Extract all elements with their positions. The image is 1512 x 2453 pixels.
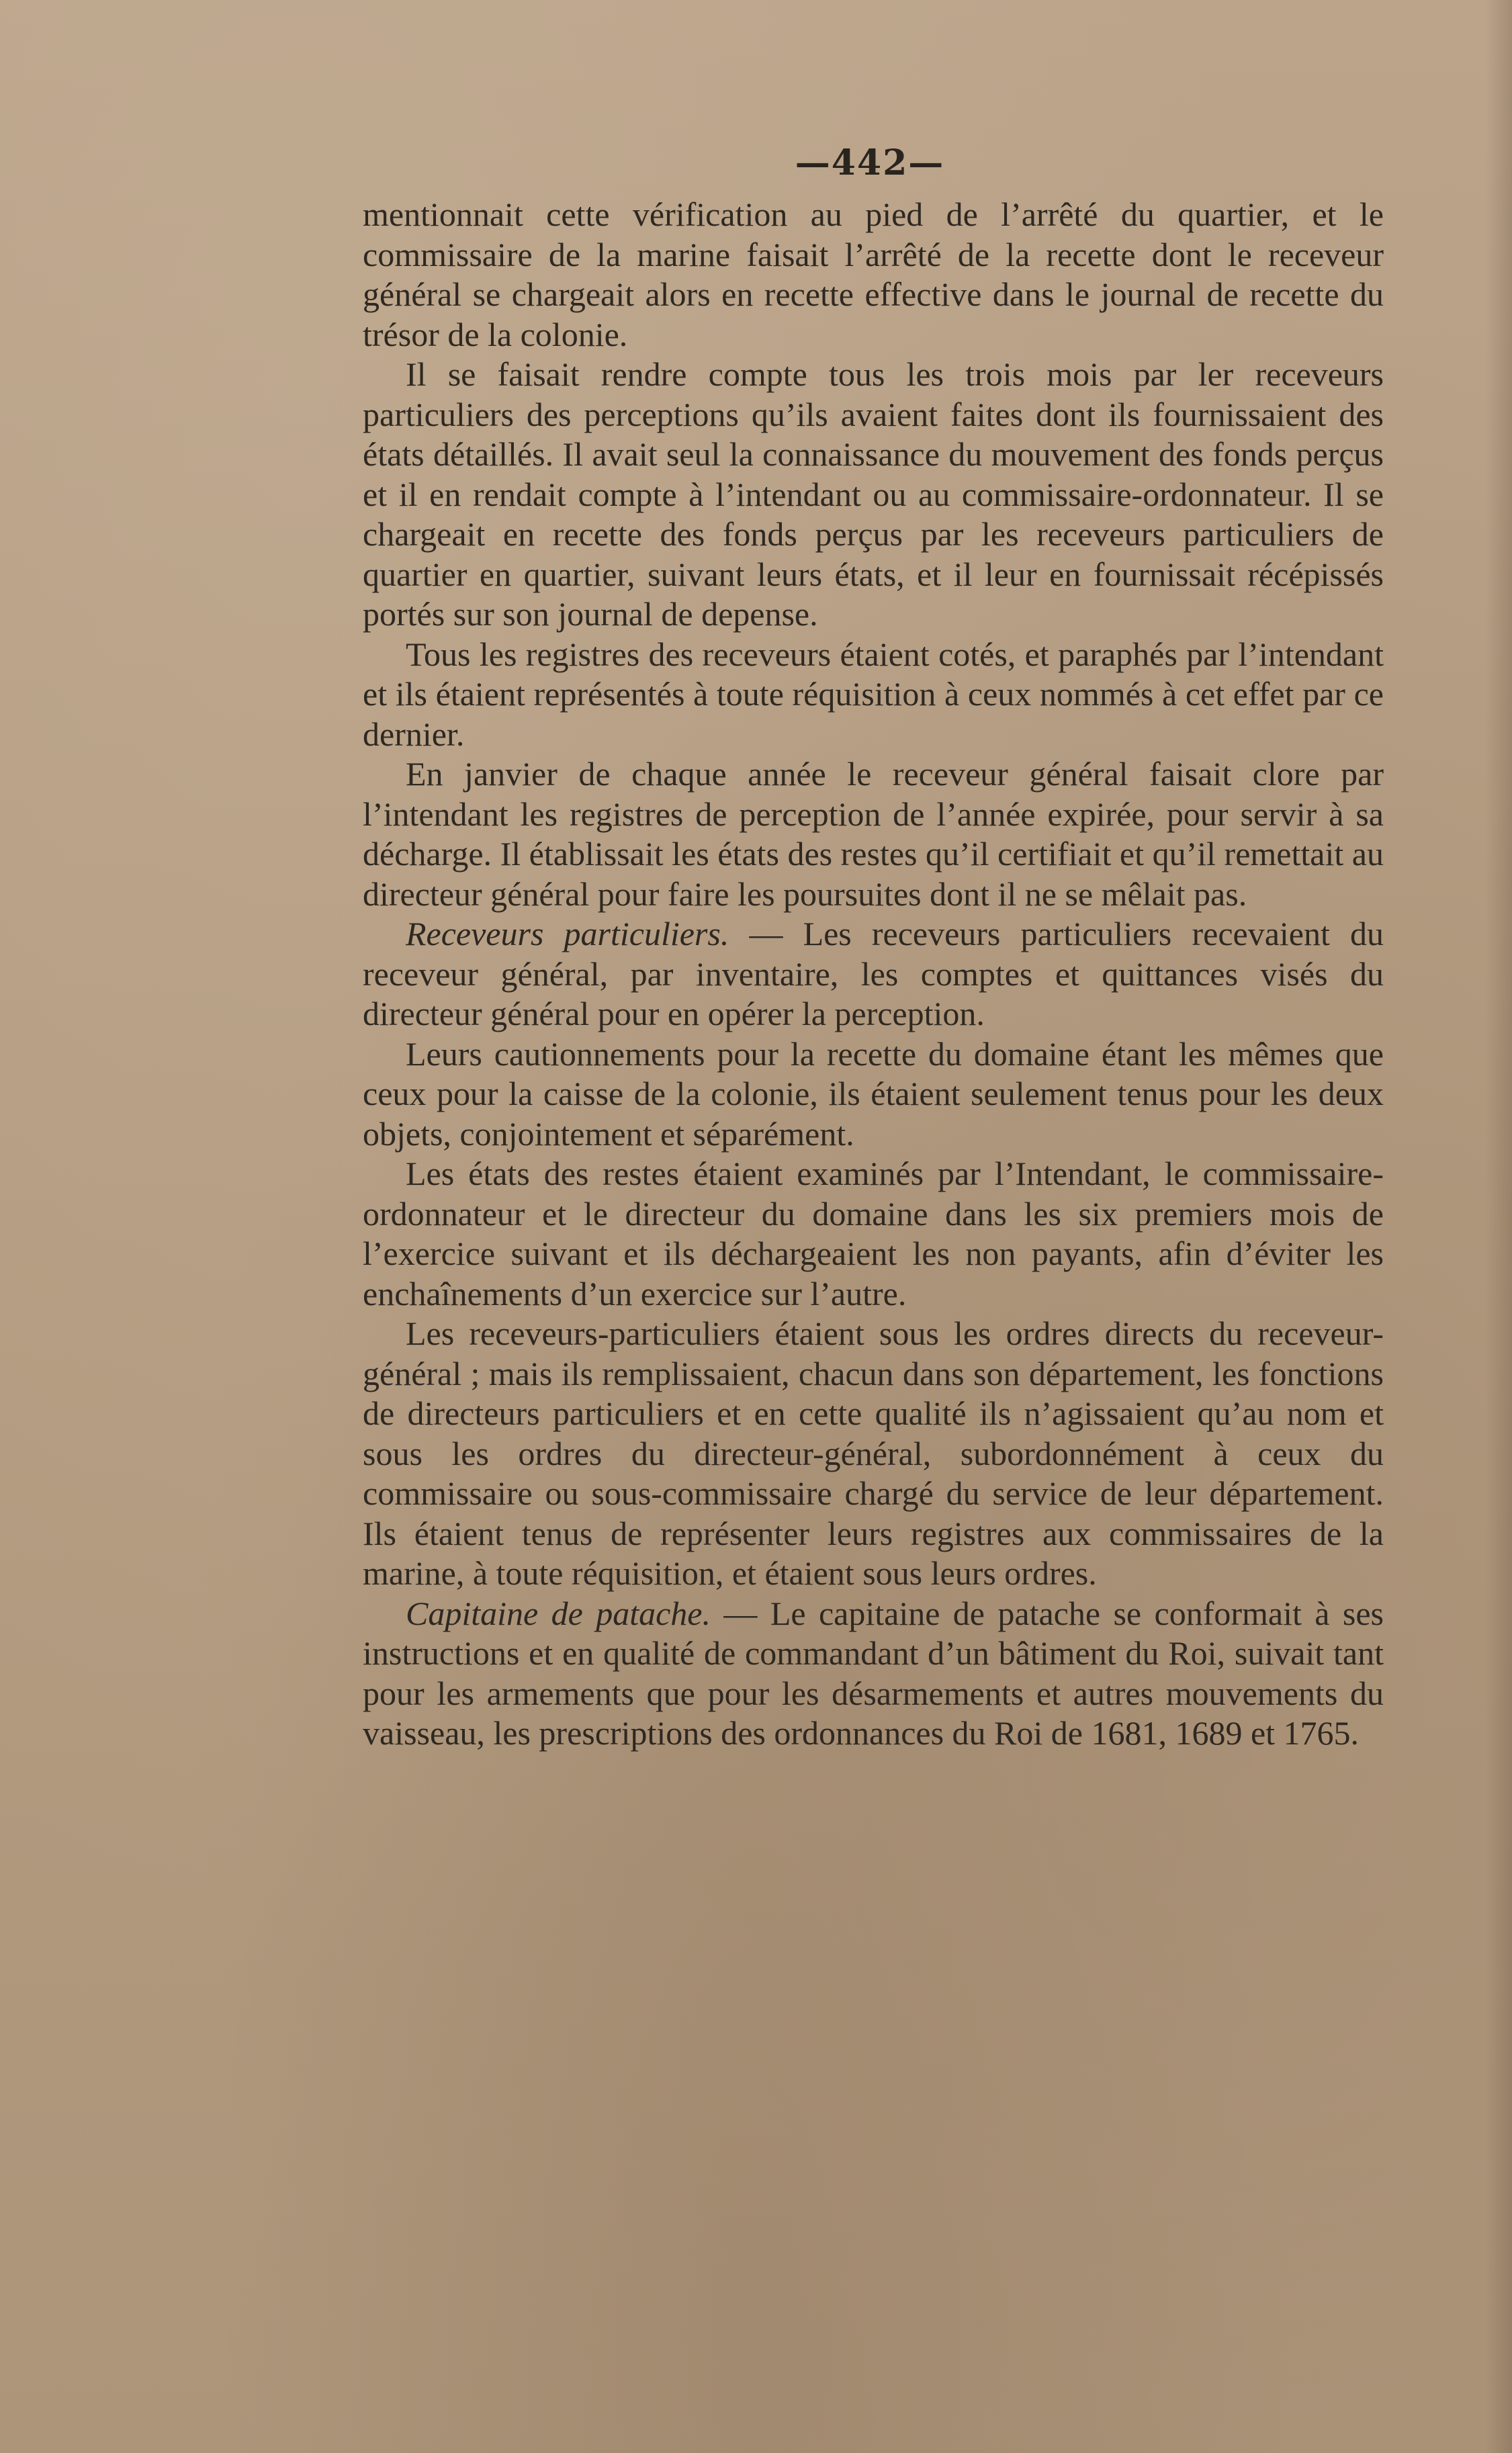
paragraph-1: mentionnait cette vérification au pied de l’arrêté du quartier, et le commissaire de la marine faisait l’arrêté de la recette dont le receveur général se chargeait alors en recette effective dans le journal de recette du trésor de la colonie. (363, 195, 1384, 353)
paragraph-3: Tous les registres des receveurs étaient cotés, et paraphés par l’intendant et ils étaient représentés à toute réquisition à ceux nommés à cet effet par ce dernier. (363, 635, 1384, 753)
capitaine-text: — Le capitaine de patache se conformait à ses instructions et en qualité de commandant d’un bâtiment du Roi, suivait tant pour les armements que pour les désarmements et autres mouvements du vaisseau, les prescriptions des ordonnances du Roi de 1681, 1689 et 1765. (363, 1594, 1384, 1752)
paragraph-2: Il se faisait rendre compte tous les trois mois par ler receveurs particuliers des perceptions qu’ils avaient faites dont ils fournissaient des états détaillés. Il avait seul la connaissance du mouvement des fonds perçus et il en rendait compte à l’intendant ou au commissaire-ordonnateur. Il se chargeait en recette des fonds perçus par les receveurs particuliers de quartier en quartier, suivant leurs états, et il leur en fournissait récépissés portés sur son journal de depense. (363, 355, 1384, 633)
paragraph-8: Les receveurs-particuliers étaient sous les ordres directs du receveur-général ; mais ils remplissaient, chacun dans son département, les fonctions de directeurs particuliers et en cette qualité ils n’agissaient qu’au nom et sous les ordres du directeur-général, subordonnément à ceux du commissaire ou sous-commissaire chargé du service de leur département. Ils étaient tenus de représenter leurs registres aux commissaires de la marine, à toute réquisition, et étaient sous leurs ordres. (363, 1314, 1384, 1592)
paragraph-capitaine (363, 1594, 1384, 1754)
capitaine-heading: Capitaine de patache. (406, 1594, 711, 1632)
page-number: —442— (795, 142, 945, 183)
receveurs-heading: Receveurs particuliers. (406, 915, 729, 952)
page-edge-shadow (1485, 0, 1512, 2453)
paragraph-6: Leurs cautionnements pour la recette du domaine étant les mêmes que ceux pour la caisse de la colonie, ils étaient seulement tenus pour les deux objets, conjointement et séparément. (363, 1034, 1384, 1153)
paragraph-receveurs (363, 914, 1384, 1034)
paragraph-7: Les états des restes étaient examinés par l’Intendant, le commissaire-ordonnateur et le directeur du domaine dans les six premiers mois de l’exercice suivant et ils déchargeaient les non payants, afin d’éviter les enchaînements d’un exercice sur l’autre. (363, 1155, 1384, 1312)
receveurs-text: — Les receveurs particuliers recevaient du receveur général, par inventaire, les comptes et quittances visés du directeur général pour en opérer la perception. (363, 915, 1384, 1032)
paragraph-4: En janvier de chaque année le receveur général faisait clore par l’intendant les registres de perception de l’année expirée, pour servir à sa décharge. Il établissait les états des restes qu’il certifiait et qu’il remettait au directeur général pour faire les poursuites dont il ne se mêlait pas. (363, 755, 1384, 913)
body-text (363, 195, 1384, 1754)
